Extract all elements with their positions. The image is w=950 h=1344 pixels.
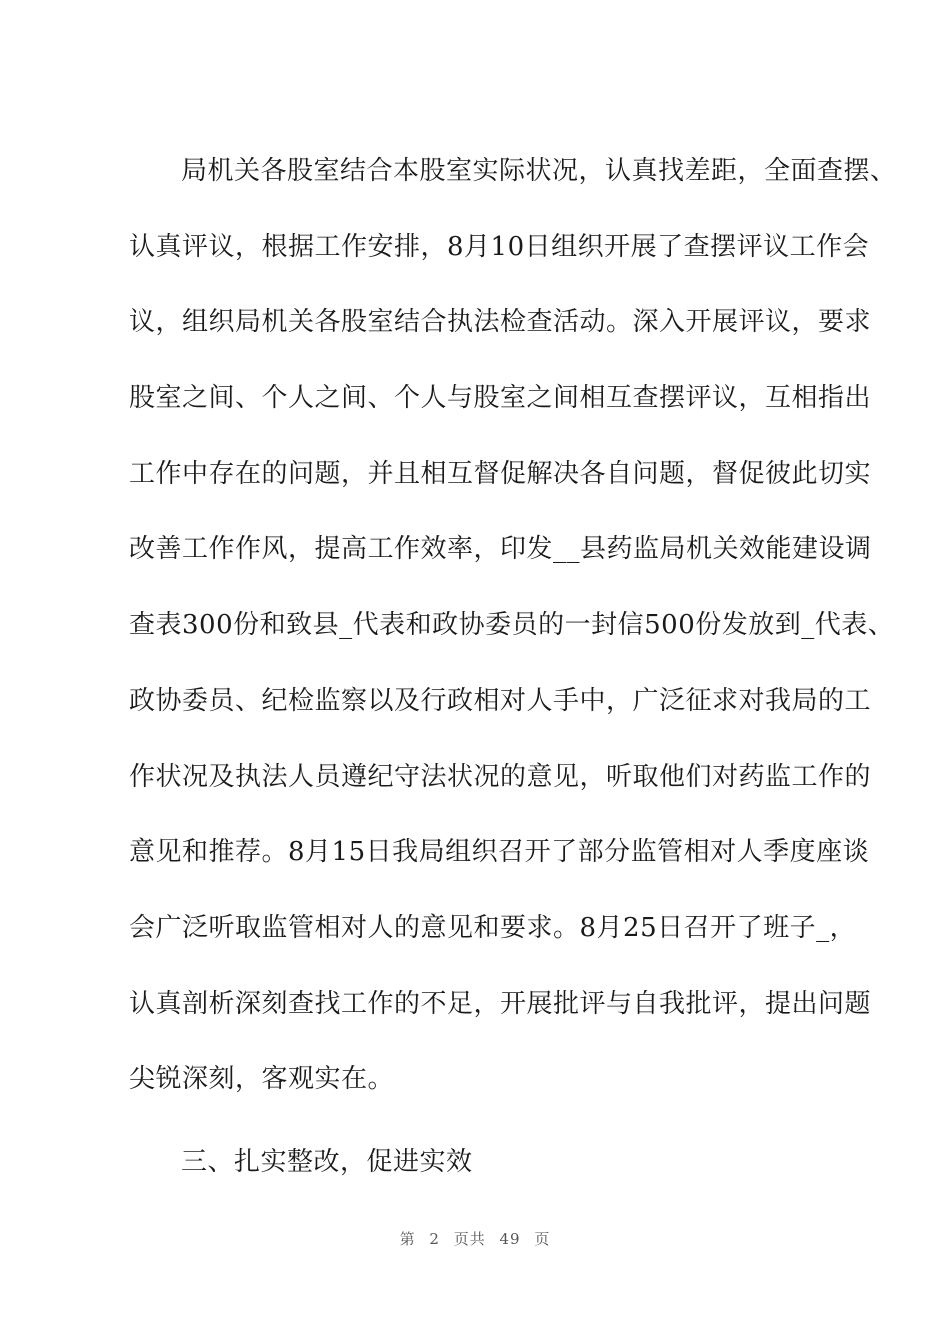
paragraph-line-3: 议，组织局机关各股室结合执法检查活动。深入开展评议，要求: [129, 307, 872, 338]
paragraph-line-12: 认真剖析深刻查找工作的不足，开展批评与自我批评，提出问题: [129, 988, 872, 1019]
footer-page-number: 2: [429, 1230, 440, 1248]
paragraph-line-10: 意见和推荐。8月15日我局组织召开了部分监管相对人季度座谈: [129, 837, 870, 868]
paragraph-line-1: 局机关各股室结合本股室实际状况，认真找差距，全面查摆、: [181, 156, 897, 186]
page-footer: [0, 1228, 950, 1249]
paragraph-line-8: 政协委员、纪检监察以及行政相对人手中，广泛征求对我局的工: [129, 685, 872, 716]
paragraph-line-4: 股室之间、个人之间、个人与股室之间相互查摆评议，互相指出: [129, 383, 872, 414]
footer-prefix: 第: [399, 1230, 416, 1248]
paragraph-line-11: 会广泛听取监管相对人的意见和要求。8月25日召开了班子_，: [129, 912, 857, 943]
paragraph-line-6: 改善工作作风，提高工作效率，印发__县药监局机关效能建设调: [129, 534, 872, 565]
paragraph-line-5: 工作中存在的问题，并且相互督促解决各自问题，督促彼此切实: [129, 458, 872, 489]
body-paragraph: [129, 151, 897, 1135]
footer-total-pages: 49: [499, 1230, 521, 1248]
paragraph-line-9: 作状况及执法人员遵纪守法状况的意见，听取他们对药监工作的: [129, 761, 872, 792]
paragraph-line-7: 查表300份和致县_代表和政协委员的一封信500份发放到_代表、: [129, 610, 895, 641]
paragraph-line-2: 认真评议，根据工作安排，8月10日组织开展了查摆评议工作会: [129, 231, 870, 262]
section-heading: 三、扎实整改，促进实效: [181, 1147, 473, 1177]
footer-middle: 页共: [453, 1230, 486, 1248]
footer-suffix: 页: [534, 1230, 551, 1248]
paragraph-line-13: 尖锐深刻，客观实在。: [129, 1064, 395, 1095]
